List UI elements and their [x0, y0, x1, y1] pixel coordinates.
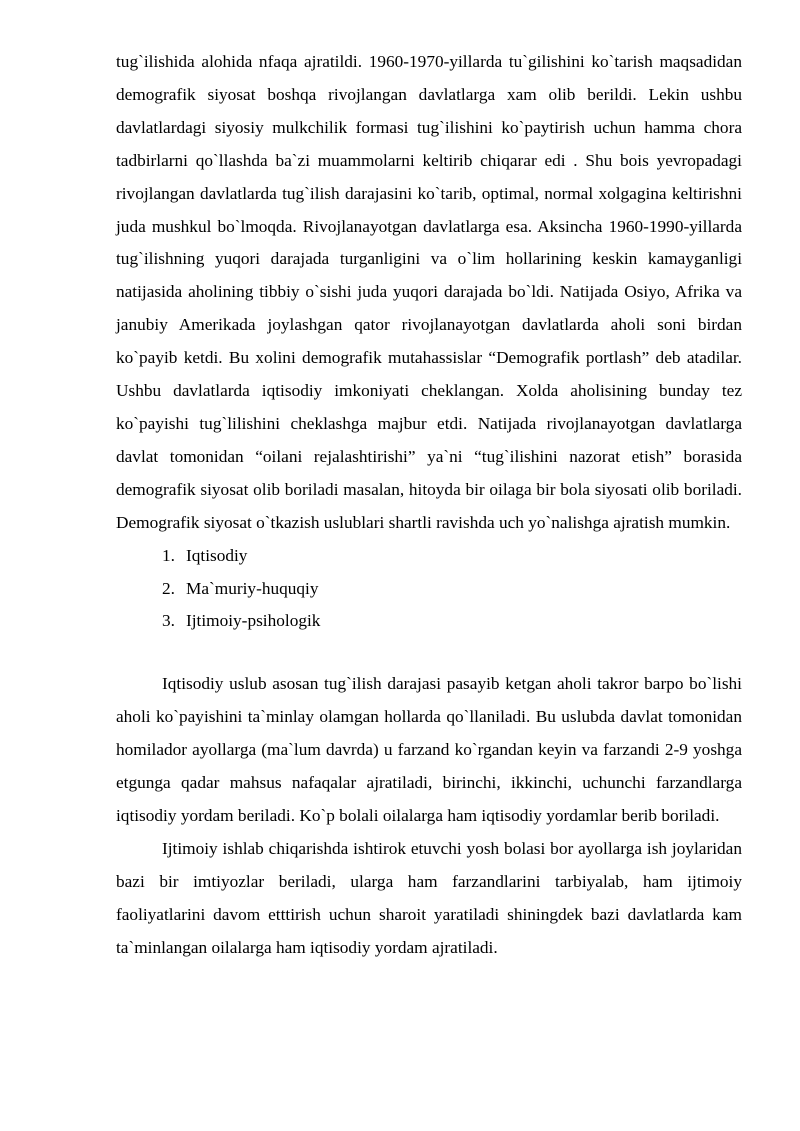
- list-item-number: 1.: [162, 545, 175, 565]
- list-item-text: Iqtisodiy: [186, 545, 248, 565]
- document-page: [116, 46, 742, 964]
- list-item-number: 3.: [162, 611, 175, 631]
- list-item-number: 2.: [162, 578, 175, 598]
- paragraph-spacer: [116, 638, 742, 668]
- body-paragraph: tug`ilishida alohida nfaqa ajratildi. 1960-1970-yillarda tu`gilishini ko`tarish maqsadidan demografik siyosat boshqa rivojlangan davlatlarga xam olib berildi. Lekin ushbu davlatlardagi siyosiy mulkchilik formasi tug`ilishini ko`paytirish uchun hamma chora tadbirlarni qo`llashda ba`zi muammolarni keltirib chiqarar edi . Shu bois yevropadagi rivojlangan davlatlarda tug`ilish darajasini ko`tarib, optimal, normal xolgagina keltirishni juda mushkul bo`lmoqda. Rivojlanayotgan davlatlarga esa. Aksincha 1960-1990-yillarda tug`ilishning yuqori darajada turganligini va o`lim hollarining keskin kamayganligi natijasida aholining tibbiy o`sishi juda yuqori darajada bo`ldi. Natijada Osiyo, Afrika va janubiy Amerikada joylashgan qator rivojlanayotgan davlatlarda aholi soni birdan ko`payib ketdi. Bu xolini demografik mutahassislar “Demografik portlash” deb atadilar. Ushbu davlatlarda iqtisodiy imkoniyati cheklangan. Xolda aholisining bunday tez ko`payishi tug`lilishini cheklashga majbur etdi. Natijada rivojlanayotgan davlatlarga davlat tomonidan “oilani rejalashtirishi” ya`ni “tug`ilishini nazorat etish” borasida demografik siyosat olib boriladi masalan, hitoyda bir oilaga bir bola siyosati olib boriladi. Demografik siyosat o`tkazish uslublari shartli ravishda uch yo`nalishga ajratish mumkin.: [116, 52, 742, 532]
- list-item-text: Ma`muriy-huquqiy: [186, 578, 319, 598]
- body-paragraph: Ijtimoiy ishlab chiqarishda ishtirok etuvchi yosh bolasi bor ayollarga ish joylaridan bazi bir imtiyozlar beriladi, ularga ham farzandlarini tarbiyalab, ham ijtimoiy faoliyatlarini davom etttirish uchun sharoit yaratiladi shiningdek bazi davlatlarda kam ta`minlangan oilalarga ham iqtisodiy yordam ajratiladi.: [116, 838, 742, 957]
- list-item: [116, 573, 742, 606]
- list-item: [116, 540, 742, 573]
- methods-list: [116, 540, 742, 639]
- list-item: [116, 605, 742, 638]
- list-item-text: Ijtimoiy-psihologik: [186, 611, 321, 631]
- body-paragraph: Iqtisodiy uslub asosan tug`ilish darajasi pasayib ketgan aholi takror barpo bo`lishi aholi ko`payishini ta`minlay olamgan hollarda qo`llaniladi. Bu uslubda davlat tomonidan homilador ayollarga (ma`lum davrda) u farzand ko`rgandan keyin va farzandi 2-9 yoshga etgunga qadar mahsus nafaqalar ajratiladi, birinchi, ikkinchi, uchunchi farzandlarga iqtisodiy yordam beriladi. Ko`p bolali oilalarga ham iqtisodiy yordamlar berib boriladi.: [116, 674, 742, 825]
